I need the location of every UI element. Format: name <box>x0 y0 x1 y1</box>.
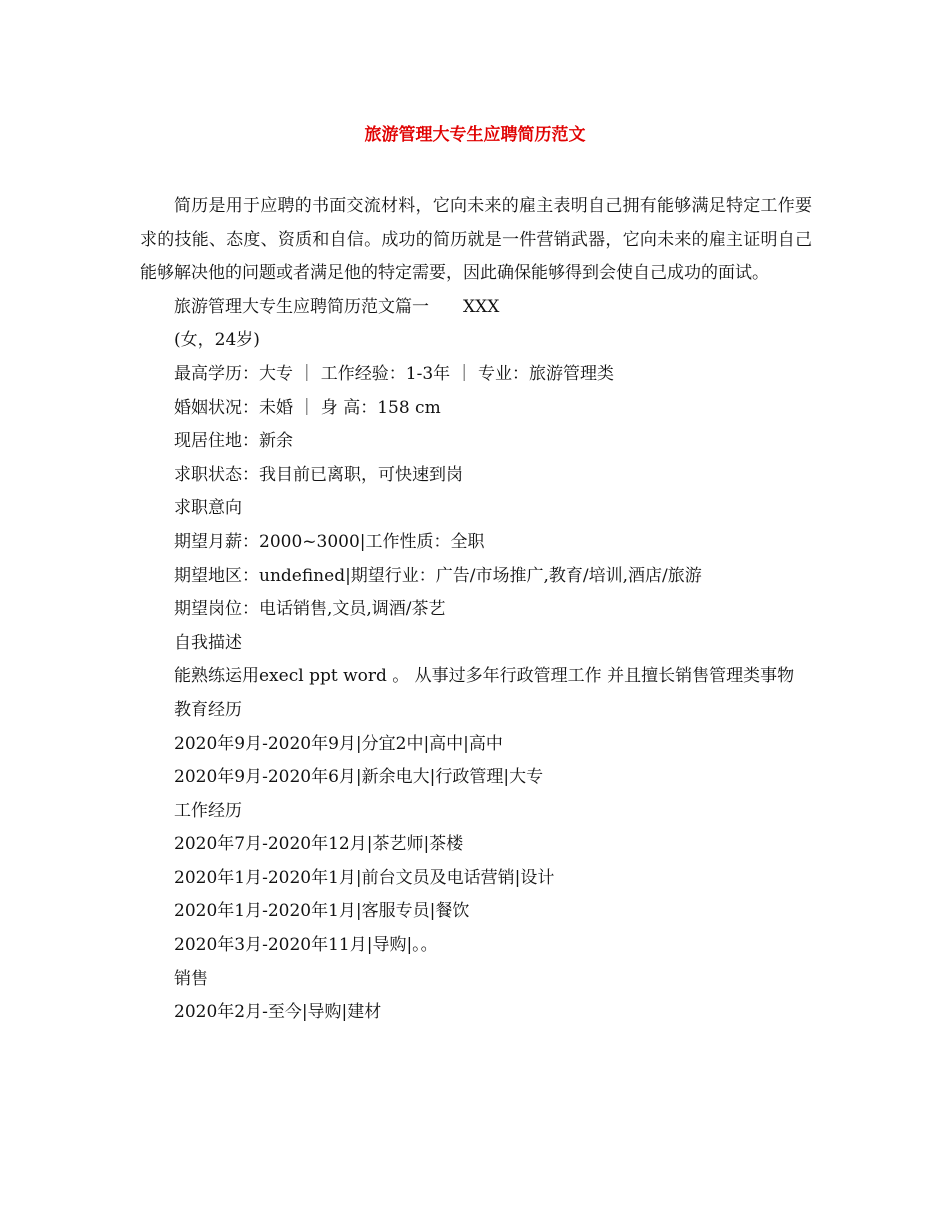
intro-paragraph: 简历是用于应聘的书面交流材料，它向未来的雇主表明自己拥有能够满足特定工作要求的技能、态度、资质和自信。成功的简历就是一件营销武器，它向未来的雇主证明自己能够解决他的问题或者满足他的特定需要，因此确保能够得到会使自己成功的面试。 <box>140 196 812 284</box>
document-body <box>140 190 812 1030</box>
heading-sales: 销售 <box>174 968 208 989</box>
self-description-text: 能熟练运用execl ppt word 。 从事过多年行政管理工作 并且擅长销售管理类事物 <box>174 666 795 687</box>
expected-position: 期望岗位：电话销售,文员,调酒/茶艺 <box>174 599 446 620</box>
job-status: 求职状态：我目前已离职，可快速到岗 <box>174 464 463 485</box>
marital-height: 婚姻状况：未婚 ｜ 身 高：158 cm <box>174 397 441 418</box>
section-heading-sample: 旅游管理大专生应聘简历范文篇一 XXX <box>174 296 500 317</box>
work-entry: 2020年3月-2020年11月|导购|。。 <box>174 935 438 956</box>
heading-self-description: 自我描述 <box>174 632 242 653</box>
work-entry: 2020年7月-2020年12月|茶艺师|茶楼 <box>174 834 464 855</box>
residence: 现居住地：新余 <box>174 431 293 452</box>
education-entry: 2020年9月-2020年6月|新余电大|行政管理|大专 <box>174 767 544 788</box>
work-entry: 2020年2月-至今|导购|建材 <box>174 1002 382 1023</box>
expected-region-industry: 期望地区：undefined|期望行业：广告/市场推广,教育/培训,酒店/旅游 <box>174 565 702 586</box>
education-entry: 2020年9月-2020年9月|分宜2中|高中|高中 <box>174 733 503 754</box>
work-entry: 2020年1月-2020年1月|客服专员|餐饮 <box>174 901 470 922</box>
gender-age: (女，24岁) <box>174 330 260 351</box>
document-title: 旅游管理大专生应聘简历范文 <box>364 125 586 145</box>
heading-job-intention: 求职意向 <box>174 498 242 519</box>
resume-lines <box>140 291 812 1030</box>
education-experience-major: 最高学历：大专 ｜ 工作经验：1-3年 ｜ 专业：旅游管理类 <box>174 363 614 384</box>
work-entry: 2020年1月-2020年1月|前台文员及电话营销|设计 <box>174 867 555 888</box>
heading-work-experience: 工作经历 <box>174 800 242 821</box>
expected-salary: 期望月薪：2000~3000|工作性质：全职 <box>174 531 485 552</box>
heading-education: 教育经历 <box>174 699 242 720</box>
